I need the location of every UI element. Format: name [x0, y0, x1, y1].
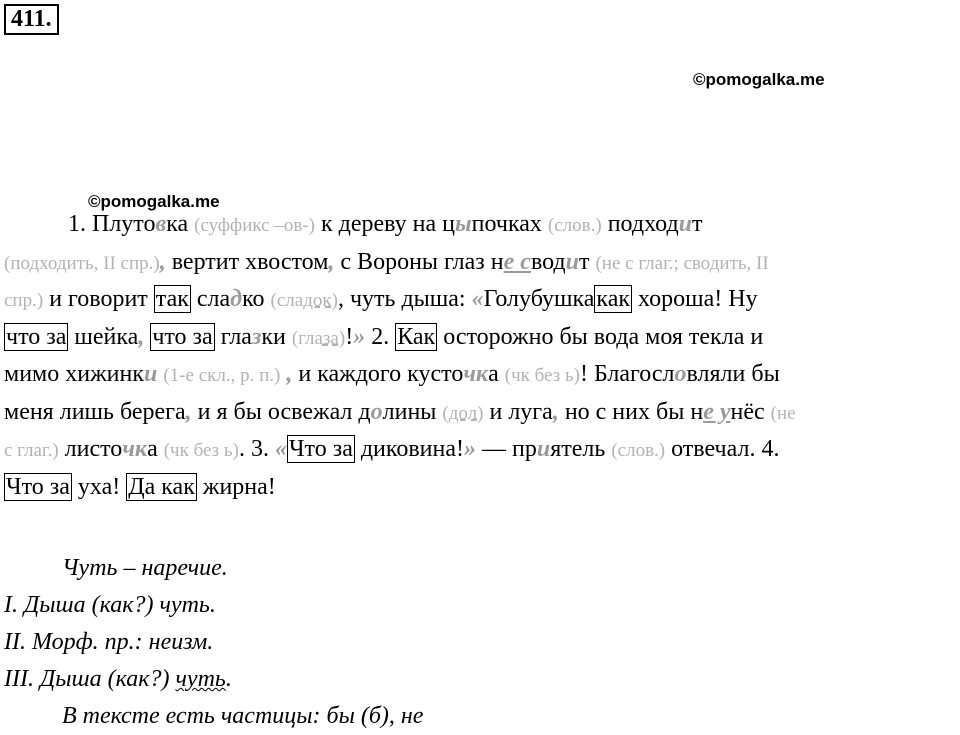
grammar-note: (чк без ь) — [504, 365, 580, 386]
text-fragment: вляли бы — [686, 361, 780, 387]
text-fragment: вод — [530, 248, 566, 275]
highlight-letter: о — [674, 361, 687, 387]
text-fragment: с Вороны глаз н — [334, 248, 504, 275]
text-fragment: и я бы освежал д — [191, 398, 371, 425]
grammar-note: (подходить, II спр.) — [4, 252, 160, 274]
text-fragment: 2. — [365, 323, 396, 350]
highlight-letter: ы — [455, 211, 472, 237]
text-fragment: вертит хвостом — [165, 248, 329, 275]
text-fragment: а — [488, 361, 505, 387]
text-fragment: т — [692, 211, 703, 237]
grammar-note: (сла — [270, 290, 304, 311]
text-fragment: и луга — [483, 398, 553, 425]
highlight-letter: в — [155, 211, 167, 237]
grammar-note: (слов.) — [611, 440, 666, 461]
watermark: ©pomogalka.me — [88, 192, 220, 211]
analysis-line: В тексте есть частицы: бы (б), не — [62, 703, 424, 729]
text-fragment: листо — [58, 436, 123, 462]
text-fragment: шейка — [68, 323, 139, 350]
text-fragment: 1. Плуто — [68, 211, 156, 237]
analysis-line: Чуть – наречие. — [62, 555, 228, 581]
grammar-note: ) — [477, 402, 484, 424]
text-fragment: а — [147, 436, 164, 462]
text-line-8 — [4, 469, 960, 507]
grammar-note: (не с глаг.; сводить, II — [595, 252, 769, 274]
exercise-text — [4, 206, 960, 506]
analysis-line: II. Морф. пр.: неизм. — [4, 629, 214, 655]
highlight-letter: чк — [122, 436, 148, 462]
exercise-number: 411. — [4, 4, 59, 35]
text-fragment: гла — [214, 323, 252, 350]
text-fragment: но с них бы н — [558, 398, 704, 425]
text-fragment: — пр — [476, 436, 537, 462]
morphological-analysis — [4, 550, 423, 735]
analysis-line — [4, 661, 423, 698]
text-fragment: сла — [190, 286, 231, 312]
grammar-note: (гла — [291, 327, 323, 349]
highlight-underlined: е у — [703, 398, 731, 425]
highlight-punct: , — [138, 323, 145, 350]
text-fragment: Голубушка — [483, 286, 595, 312]
boxed-word: что за — [152, 323, 213, 350]
text-fragment: подход — [601, 211, 679, 237]
grammar-note: ) — [338, 327, 346, 349]
grammar-note: (чк без ь) — [163, 440, 239, 461]
highlight-letter: и — [678, 211, 693, 237]
analysis-fragment: III. Дыша (как?) — [4, 666, 176, 692]
grammar-note: с глаг.) — [4, 440, 59, 461]
highlight-punct: , — [328, 248, 335, 275]
text-fragment: осторожно бы вода моя текла и — [437, 323, 764, 350]
text-fragment: ки — [261, 323, 292, 350]
highlight-quote: » — [464, 436, 477, 462]
text-fragment: мимо хижинк — [4, 361, 144, 387]
highlight-punct: , — [552, 398, 559, 425]
highlight-letter: д — [230, 286, 243, 312]
highlight-punct: , — [185, 398, 192, 425]
grammar-note-underlined: док — [303, 290, 332, 311]
text-fragment: и говорит — [43, 286, 154, 312]
text-fragment: нёс — [730, 398, 771, 425]
highlight-punct: , — [280, 361, 293, 387]
highlight-letter: чк — [463, 361, 489, 387]
text-line-6 — [4, 394, 960, 432]
text-fragment: ! — [345, 323, 354, 350]
text-fragment: , чуть дыша: — [337, 286, 472, 312]
text-fragment: почках — [471, 211, 548, 237]
boxed-word: Что за — [288, 436, 353, 462]
text-fragment: ! Благосл — [579, 361, 675, 387]
grammar-note: (слов.) — [547, 215, 602, 236]
highlight-quote: « — [274, 436, 287, 462]
text-fragment: ятель — [550, 436, 612, 462]
analysis-underlined-word: чуть — [175, 666, 226, 692]
highlight-underlined: е с — [503, 248, 531, 275]
boxed-word: как — [596, 286, 631, 312]
text-fragment: т — [578, 248, 596, 275]
highlight-letter: з — [251, 323, 262, 350]
grammar-note-underlined: за — [322, 327, 339, 349]
highlight-punct: , — [159, 248, 166, 275]
boxed-word: Как — [397, 323, 436, 350]
highlight-letter: и — [144, 361, 158, 387]
highlight-letter: и — [565, 248, 579, 275]
text-fragment: . 3. — [238, 436, 275, 462]
boxed-word: Да как — [128, 473, 195, 500]
text-fragment: и каждого кусто — [292, 361, 464, 387]
analysis-line: I. Дыша (как?) чуть. — [4, 592, 216, 618]
text-fragment: хороша! Ну — [632, 286, 758, 312]
text-line-1 — [4, 206, 960, 244]
text-line-7 — [4, 431, 960, 469]
highlight-letter: о — [370, 398, 383, 425]
text-fragment: отвечал. 4. — [665, 436, 780, 462]
analysis-fragment: . — [225, 666, 232, 692]
grammar-note-underlined: дол — [448, 402, 478, 424]
highlight-quote: « — [471, 286, 484, 312]
watermark: ©pomogalka.me — [693, 70, 825, 89]
text-line-3 — [4, 281, 960, 319]
highlight-quote: » — [353, 323, 366, 350]
grammar-note: спр.) — [4, 290, 44, 311]
text-line-5 — [4, 356, 960, 394]
grammar-note: (суффикс –ов-) — [194, 215, 315, 236]
boxed-word: Что за — [6, 473, 70, 500]
text-fragment: диковина! — [354, 436, 465, 462]
grammar-note: (1-е скл., р. п.) — [163, 365, 281, 386]
highlight-letter: и — [536, 436, 551, 462]
text-fragment: меня лишь берега — [4, 398, 186, 425]
boxed-word: что за — [6, 323, 67, 350]
boxed-word: так — [155, 286, 189, 312]
text-fragment: уха! — [71, 473, 127, 500]
text-fragment: лины — [382, 398, 443, 425]
grammar-note: (не — [770, 402, 796, 424]
text-fragment: жирна! — [196, 473, 276, 500]
text-line-2 — [4, 244, 960, 282]
text-line-4 — [4, 319, 960, 357]
text-fragment: ка — [166, 211, 195, 237]
grammar-note: ) — [331, 290, 338, 311]
grammar-note: ( — [442, 402, 449, 424]
text-fragment: ко — [242, 286, 271, 312]
text-fragment: к дереву на ц — [314, 211, 455, 237]
